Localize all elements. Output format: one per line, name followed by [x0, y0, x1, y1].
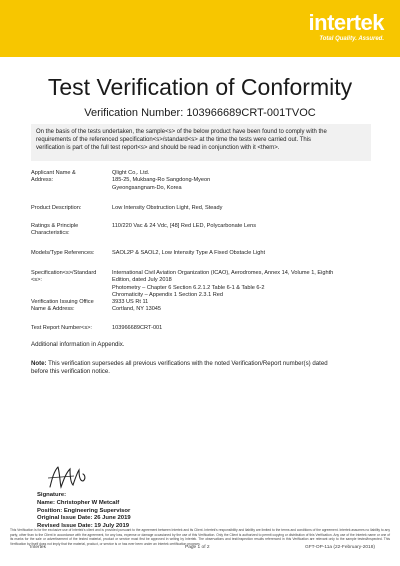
intro-line: On the basis of the tests undertaken, the sample<s> of the below product have been found to comply with the	[36, 129, 327, 135]
report-number-label: Test Report Number<s>:	[31, 325, 92, 331]
note-line: before this verification notice.	[31, 368, 110, 376]
intro-box	[31, 124, 371, 161]
product-label: Product Description:	[31, 205, 82, 211]
verification-number: Verification Number: 103966689CRT-001TVOC	[84, 107, 316, 119]
supersede-note	[31, 360, 376, 376]
disclaimer-text: This Verification is for the exclusive use of Intertek's client and is provided pursuant to the agreement between Intertek and its Client. Intertek's responsibility and liability are limited to the terms and conditions of the agreement. Intertek assumes no liability to any party, other than to the Client in accordance with the agreement, for any loss, expense or damage occasioned by the use of this Verification. Only the Client is authorized to permit copying or distribution of this Verification. Any use of the Intertek name or one of its marks for the sale or advertisement of the tested material, product or service must first be approved in writing by Intertek. The observations and test/inspection results referenced in this Verification are relevant only to the sample tested/inspected. This Verification by itself does not imply that the material, product, or service is or has ever been under an Intertek certification program.	[10, 528, 390, 546]
product-value: Low Intensity Obstruction Light, Red, Steady	[112, 205, 223, 211]
revised-issue-date: Revised Issue Date: 19 July 2019	[37, 523, 130, 530]
signature-label: Signature:	[37, 492, 67, 498]
specification-label: Specification<s>/Standard <s>:	[31, 270, 97, 284]
original-issue-date: Original Issue Date: 26 June 2019	[37, 515, 131, 522]
report-number-value: 103966689CRT-001	[112, 325, 163, 331]
logo-wordmark: intertek	[308, 10, 384, 35]
applicant-value: Qlight Co,. Ltd. 185-25, Mukbang-Ro Sangdong-Myeon Gyeongsangnam-Do, Korea	[112, 170, 211, 191]
ratings-label: Ratings & Principle Characteristics:	[31, 223, 79, 237]
footer-company: Intertek	[30, 545, 46, 550]
logo-tagline: Total Quality. Assured.	[319, 36, 384, 42]
intertek-logo	[309, 12, 384, 43]
additional-info: Additional information in Appendix.	[31, 341, 125, 348]
note-label: Note:	[31, 360, 47, 367]
issuing-office-label: Verification Issuing Office Name & Address:	[31, 299, 94, 313]
signer-block	[37, 492, 131, 531]
specification-value: International Civil Aviation Organization (ICAO), Aerodromes, Annex 14, Volume 1, Eighth Edition, dated July 2018 Photometry – Chapter 6 Section 6.2.1.2 Table 6-1 & Table 6-2 Chromaticity – Appendix 1 Section 2.3.1 Red	[112, 270, 334, 299]
document-title: Test Verification of Conformity	[47, 74, 353, 100]
models-value: SAOL2P & SAOL2, Low Intensity Type A Fixed Obstacle Light	[112, 250, 266, 256]
intro-line: verification is part of the full test report<s> and should be read in conjunction with it <them>.	[36, 145, 280, 152]
signer-position: Position: Engineering Supervisor	[37, 507, 131, 514]
footer-form-code: GFT-OP-11a (22-February-2018)	[304, 545, 375, 550]
note-line: Note: This verification supersedes all previous verifications with the noted Verification/Report number(s) dated	[31, 360, 328, 367]
signer-name: Name: Christopher W Metcalf	[37, 499, 120, 506]
ratings-value: 110/220 Vac & 24 Vdc, [48] Red LED, Polycarbonate Lens	[112, 223, 257, 229]
handwritten-signature	[30, 461, 110, 491]
issuing-office-value: 3933 US Rt 11 Cortland, NY 13045	[112, 299, 162, 313]
intro-line: requirements of the referenced specification<s>/standard<s> at the time the tests were carried out. This	[36, 137, 312, 144]
models-label: Models/Type References:	[31, 250, 95, 256]
footer-page-number: Page 1 of 2	[185, 545, 210, 550]
applicant-label: Applicant Name & Address:	[31, 170, 76, 184]
